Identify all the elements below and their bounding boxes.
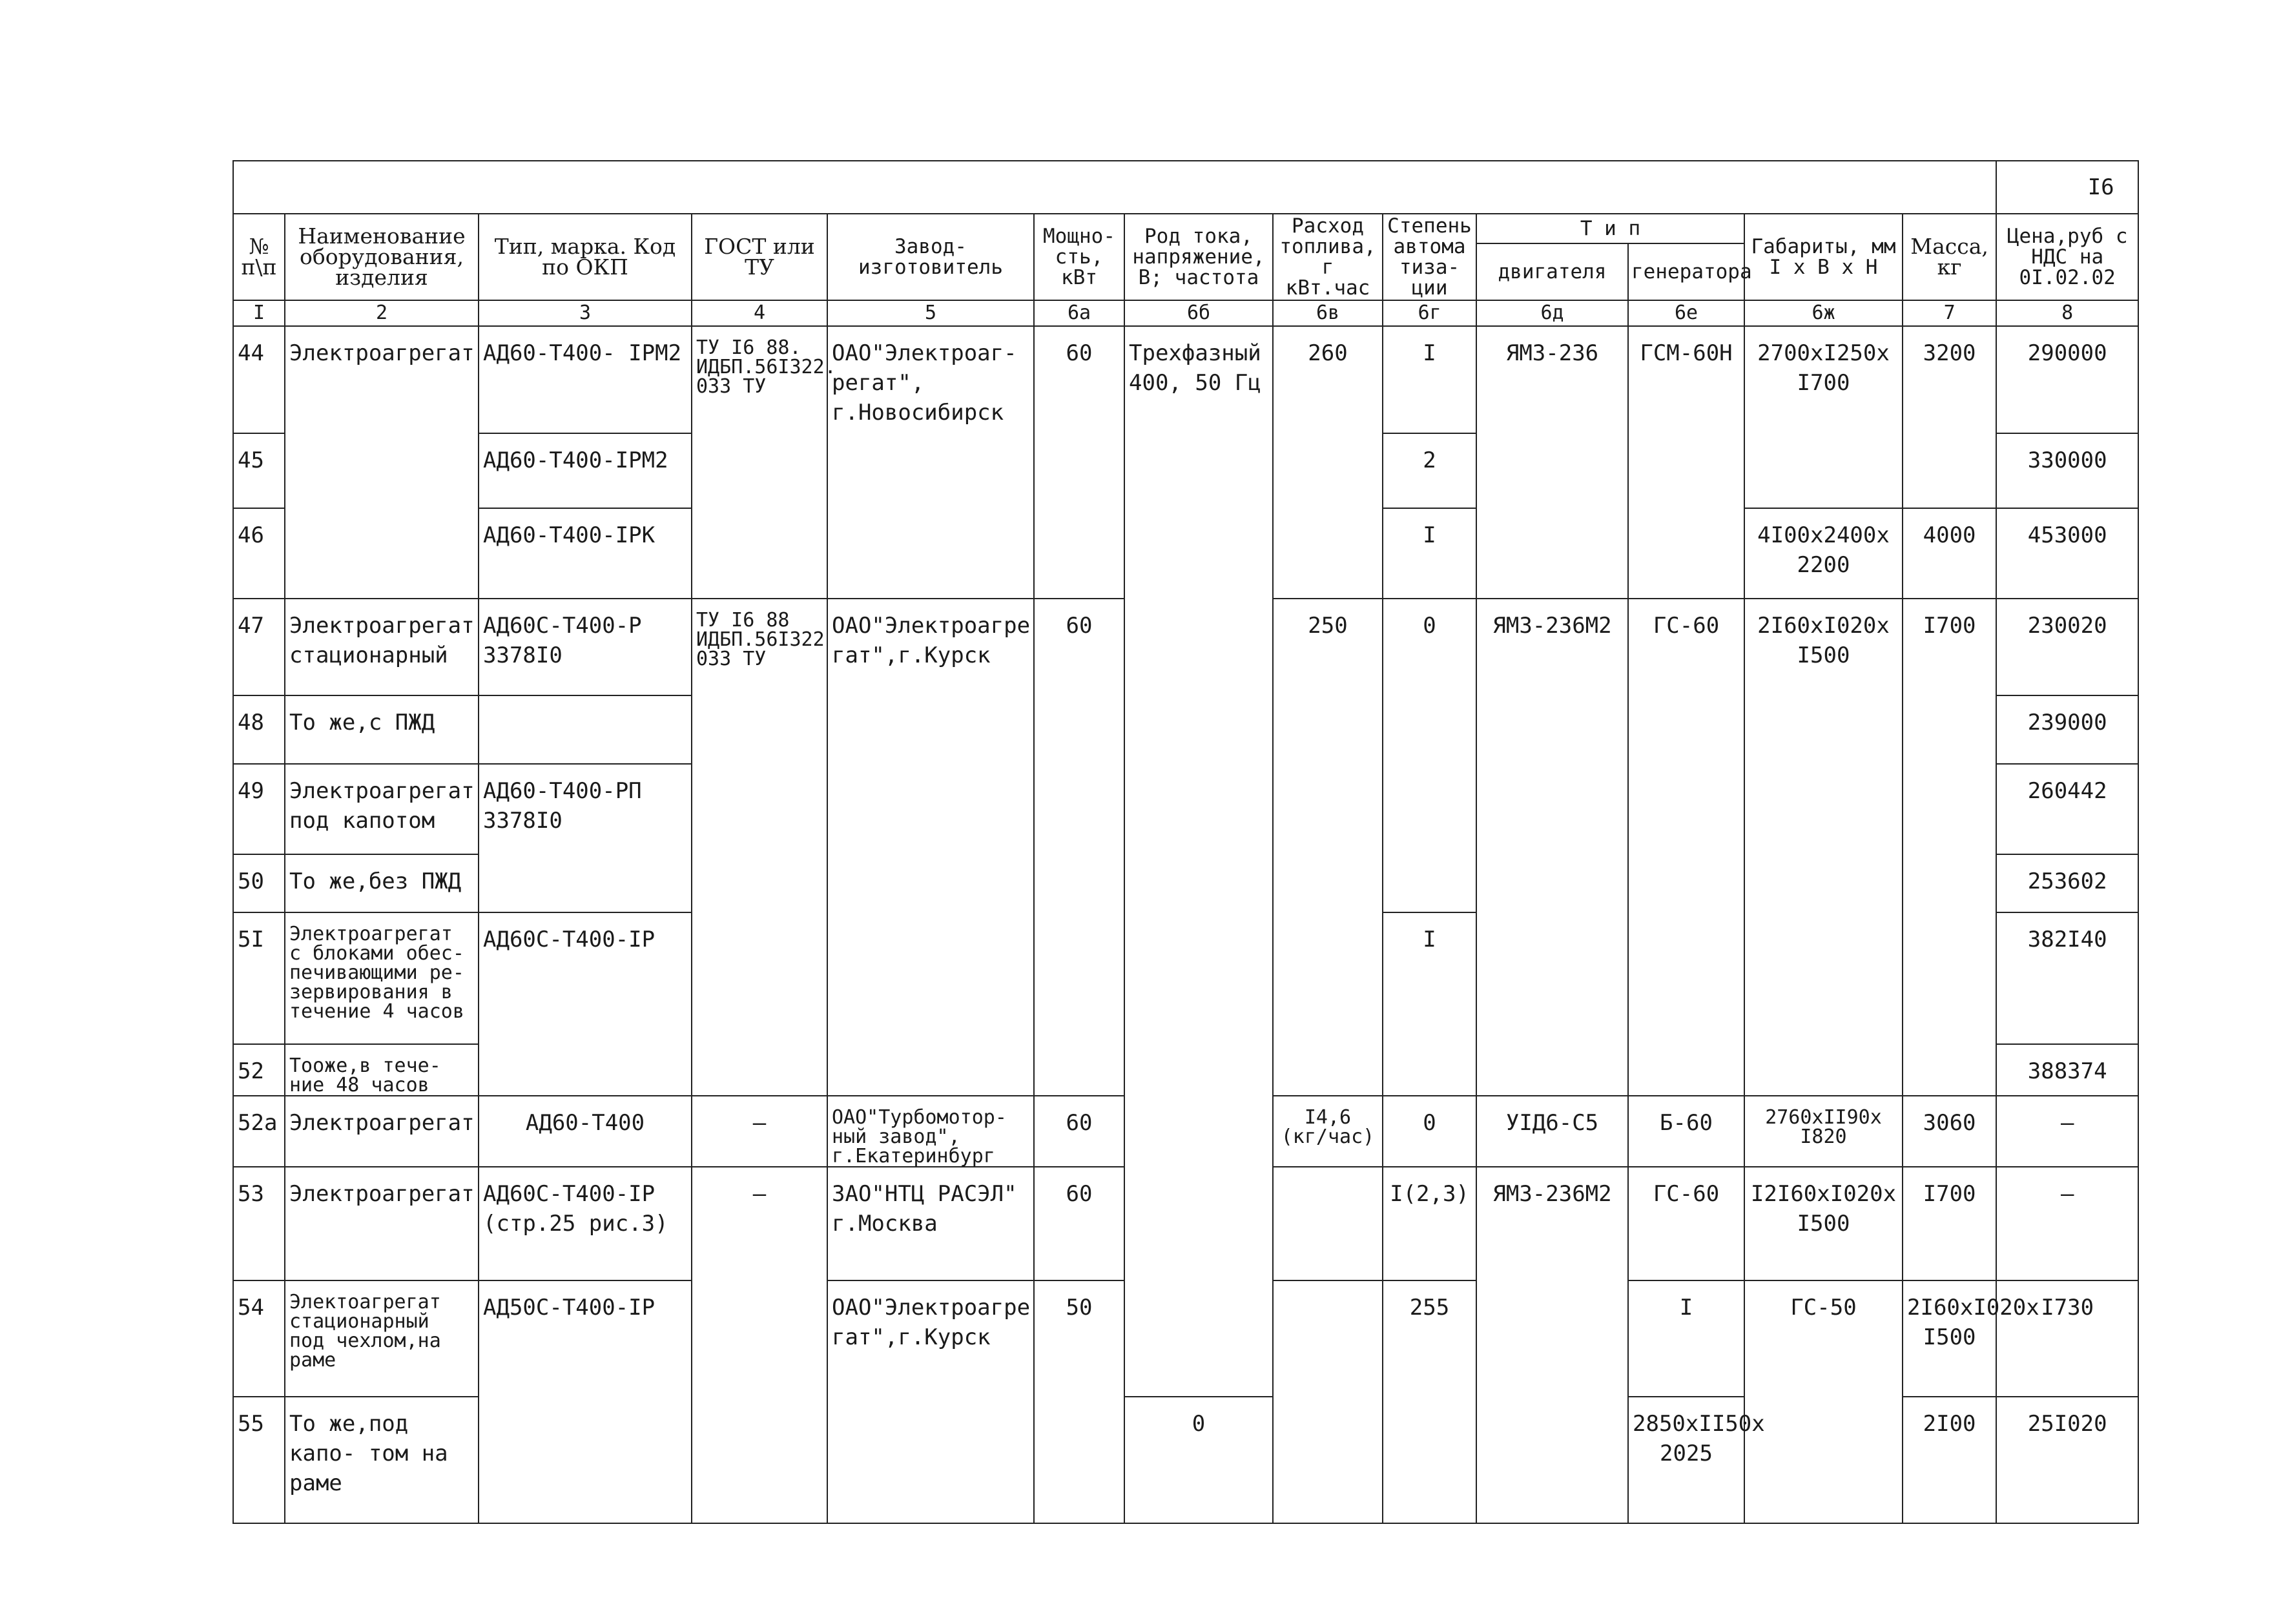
- row-name: Электоагрегат стационарный под чехлом,на раме: [285, 1280, 479, 1397]
- row-maker: ОАО"Электроагре гат",г.Курск: [827, 1280, 1034, 1523]
- col-number: 6д: [1476, 300, 1628, 326]
- col-number: 8: [1996, 300, 2138, 326]
- row-engine: ЯМЗ-236М2: [1476, 599, 1628, 1096]
- header-num: № п\п: [233, 214, 285, 300]
- header-gost: ГОСТ или ТУ: [692, 214, 827, 300]
- row-price: 388374: [1996, 1044, 2138, 1096]
- row-auto: 2: [1383, 433, 1476, 508]
- row-price: 382I40: [1996, 912, 2138, 1044]
- row-generator: Б-60: [1628, 1096, 1744, 1167]
- row-engine: УIД6-С5: [1476, 1096, 1628, 1167]
- col-number: 5: [827, 300, 1034, 326]
- header-fuel: Расход топлива, г кВт.час: [1273, 214, 1383, 300]
- col-number: 6в: [1273, 300, 1383, 326]
- row-type: АД50С-Т400-IР: [479, 1280, 692, 1523]
- row-type: АД60С-Т400-IР: [479, 912, 692, 1096]
- row-price: —: [1996, 1096, 2138, 1167]
- row-power: 50: [1034, 1280, 1124, 1523]
- row-maker: ОАО"Электроаг- регат", г.Новосибирск: [827, 326, 1034, 599]
- col-number: I: [233, 300, 285, 326]
- header-dims: Габариты, мм I x B x H: [1744, 214, 1903, 300]
- row-power: 60: [1034, 599, 1124, 1096]
- row-dims: 2760xII90x I820: [1744, 1096, 1903, 1167]
- row-maker: ОАО"Электроагре гат",г.Курск: [827, 599, 1034, 1096]
- row-name: То же,без ПЖД: [285, 854, 479, 912]
- row-power: 60: [1034, 326, 1124, 599]
- col-number: 4: [692, 300, 827, 326]
- row-type: АД60-Т400-IРМ2: [479, 433, 692, 508]
- row-price: —: [1996, 1167, 2138, 1280]
- row-auto: 0: [1383, 1096, 1476, 1167]
- row-type: АД60С-Т400-IР (стр.25 рис.3): [479, 1167, 692, 1280]
- header-type: Тип, марка. Код по ОКП: [479, 214, 692, 300]
- row-dims: 2700xI250x I700: [1744, 326, 1903, 508]
- col-number: 6ж: [1744, 300, 1903, 326]
- row-name: Электроагрегат: [285, 326, 479, 599]
- header-power: Мощно- сть, кВт: [1034, 214, 1124, 300]
- top-frame: [233, 161, 1996, 214]
- row-name: Электроагрегат под капотом: [285, 764, 479, 854]
- row-mass: I700: [1903, 599, 1996, 1096]
- row-type: АД60-Т400-РП 3378I0: [479, 764, 692, 912]
- header-price: Цена,руб с НДС на 0I.02.02: [1996, 214, 2138, 300]
- row-mass: 3060: [1903, 1096, 1996, 1167]
- row-type: АД60С-Т400-Р 3378I0: [479, 599, 692, 695]
- row-auto: 0: [1383, 599, 1476, 912]
- row-dims: I2I60xI020x I500: [1744, 1167, 1903, 1280]
- row-name: То же,под капо- том на раме: [285, 1397, 479, 1523]
- row-gost: ТУ I6 88 ИДБП.56I322 033 ТУ: [692, 599, 827, 1096]
- row-generator: ГС-60: [1628, 1167, 1744, 1280]
- header-maker: Завод- изготовитель: [827, 214, 1034, 300]
- row-maker: ЗАО"НТЦ РАСЭЛ" г.Москва: [827, 1167, 1034, 1280]
- row-num: 46: [233, 508, 285, 599]
- header-current: Род тока, напряжение, В; частота: [1124, 214, 1273, 300]
- row-num: 52: [233, 1044, 285, 1096]
- row-mass: 2I00: [1903, 1397, 1996, 1523]
- row-generator: ГСМ-60Н: [1628, 326, 1744, 599]
- row-name: Тооже,в тече- ние 48 часов: [285, 1044, 479, 1096]
- header-engine: двигателя: [1476, 243, 1628, 300]
- column-number-row: [233, 300, 2138, 326]
- header-auto: Степень автома тиза- ции: [1383, 214, 1476, 300]
- row-price: 253602: [1996, 854, 2138, 912]
- row-fuel: 255: [1383, 1280, 1476, 1523]
- row-num: 49: [233, 764, 285, 854]
- row-auto: 0: [1124, 1397, 1273, 1523]
- row-mass: I700: [1903, 1167, 1996, 1280]
- row-name: Электроагрегат: [285, 1096, 479, 1167]
- col-number: 6а: [1034, 300, 1124, 326]
- row-dims: 2I60xI020x I500: [1744, 599, 1903, 1096]
- row-num: 55: [233, 1397, 285, 1523]
- row-power: 60: [1034, 1096, 1124, 1167]
- row-type: [479, 695, 692, 764]
- row-price: 260442: [1996, 764, 2138, 854]
- document-sheet: [232, 160, 2138, 1536]
- col-number: 6б: [1124, 300, 1273, 326]
- row-name: Электроагрегат стационарный: [285, 599, 479, 695]
- row-mass: 3200: [1903, 326, 1996, 508]
- row-price: 230020: [1996, 599, 2138, 695]
- row-price: 25I020: [1996, 1397, 2138, 1523]
- row-current: [1273, 1280, 1383, 1523]
- row-engine: ЯМЗ-236М2: [1476, 1167, 1628, 1523]
- row-mass: 4000: [1903, 508, 1996, 599]
- row-dims: 2I60xI020x I500: [1903, 1280, 1996, 1397]
- row-mass: I730: [1996, 1280, 2138, 1397]
- row-name: Электроагрегат с блоками обес- печивающими ре- зервирования в течение 4 часов: [285, 912, 479, 1044]
- row-gost: ТУ I6 88. ИДБП.56I322. 033 ТУ: [692, 326, 827, 599]
- row-name: То же,с ПЖД: [285, 695, 479, 764]
- row-type: АД60-Т400- IРМ2: [479, 326, 692, 433]
- row-name: Электроагрегат: [285, 1167, 479, 1280]
- row-num: 45: [233, 433, 285, 508]
- row-auto: I: [1383, 912, 1476, 1096]
- row-dims: 4I00x2400x 2200: [1744, 508, 1903, 599]
- row-price: 239000: [1996, 695, 2138, 764]
- page-number: I6: [1996, 161, 2138, 214]
- row-fuel: [1273, 1167, 1383, 1280]
- row-num: 44: [233, 326, 285, 433]
- row-price: 453000: [1996, 508, 2138, 599]
- row-auto: I: [1383, 508, 1476, 599]
- table-row: [233, 326, 2138, 433]
- row-fuel: I4,6 (кг/час): [1273, 1096, 1383, 1167]
- col-number: 2: [285, 300, 479, 326]
- header-generator: генератора: [1628, 243, 1744, 300]
- row-price: 290000: [1996, 326, 2138, 433]
- header-tip: Т и п: [1476, 214, 1744, 243]
- header-mass: Масса, кг: [1903, 214, 1996, 300]
- header-name: Наименование оборудования, изделия: [285, 214, 479, 300]
- row-num: 53: [233, 1167, 285, 1280]
- row-num: 5I: [233, 912, 285, 1044]
- equipment-table: [232, 160, 2139, 1524]
- row-generator: ГС-50: [1744, 1280, 1903, 1523]
- row-gost: —: [692, 1167, 827, 1523]
- col-number: 3: [479, 300, 692, 326]
- row-price: 330000: [1996, 433, 2138, 508]
- col-number: 6е: [1628, 300, 1744, 326]
- row-power: 60: [1034, 1167, 1124, 1280]
- row-num: 48: [233, 695, 285, 764]
- row-num: 50: [233, 854, 285, 912]
- col-number: 6г: [1383, 300, 1476, 326]
- row-engine: ЯМЗ-236: [1476, 326, 1628, 599]
- row-auto: I: [1628, 1280, 1744, 1397]
- row-fuel: 250: [1273, 599, 1383, 1096]
- row-maker: ОАО"Турбомотор- ный завод", г.Екатеринбург: [827, 1096, 1034, 1167]
- row-auto: I: [1383, 326, 1476, 433]
- row-gost: —: [692, 1096, 827, 1167]
- row-type: АД60-Т400: [479, 1096, 692, 1167]
- col-number: 7: [1903, 300, 1996, 326]
- row-type: АД60-Т400-IРК: [479, 508, 692, 599]
- row-num: 52а: [233, 1096, 285, 1167]
- row-num: 47: [233, 599, 285, 695]
- row-dims: 2850xII50x 2025: [1628, 1397, 1744, 1523]
- row-auto: I(2,3): [1383, 1167, 1476, 1280]
- row-current: Трехфазный 400, 50 Гц: [1124, 326, 1273, 1397]
- row-fuel: 260: [1273, 326, 1383, 599]
- row-num: 54: [233, 1280, 285, 1397]
- row-generator: ГС-60: [1628, 599, 1744, 1096]
